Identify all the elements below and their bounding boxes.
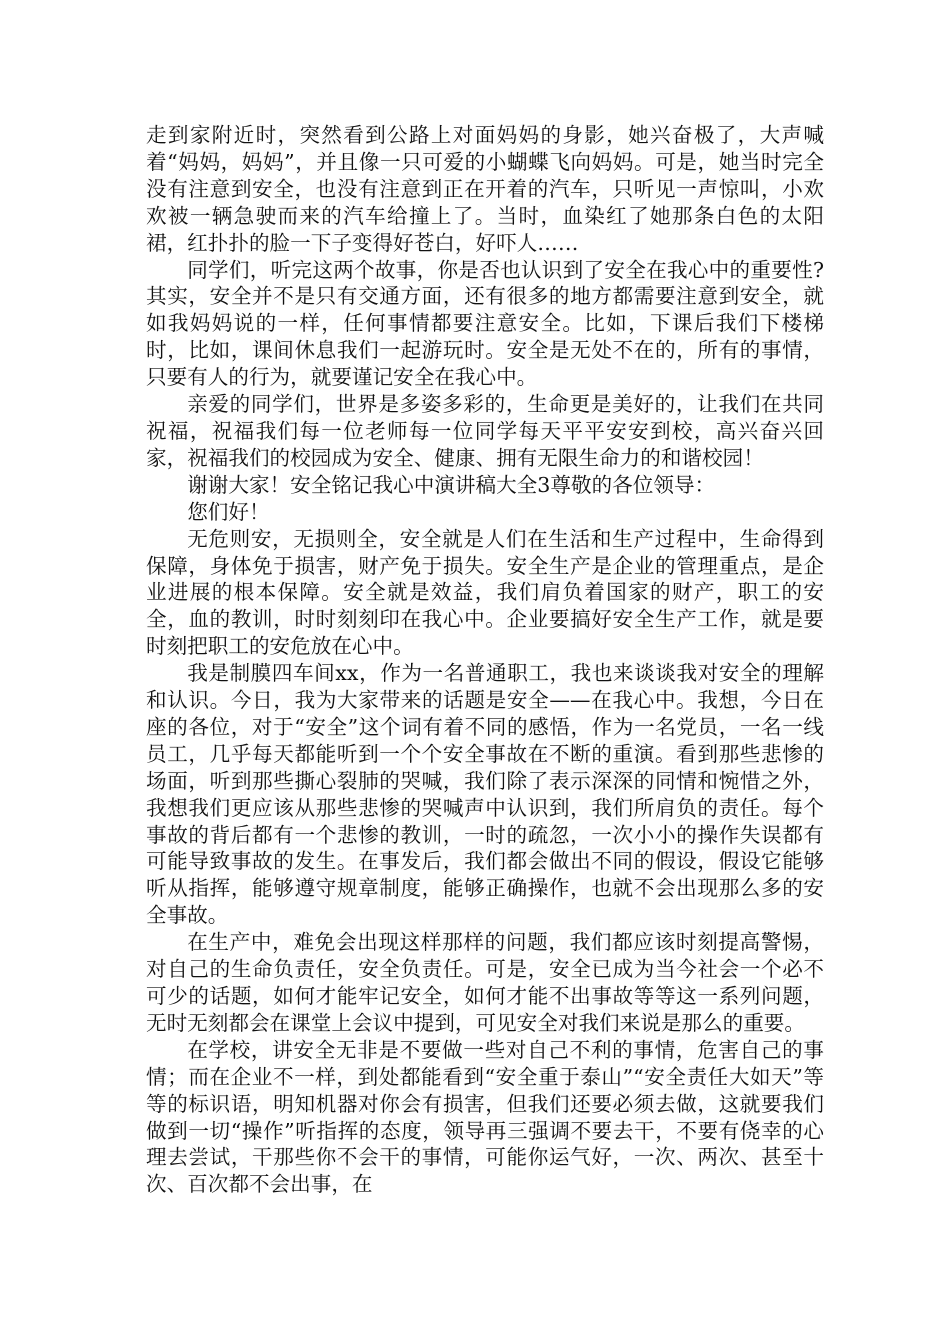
paragraph-story-end: 走到家附近时，突然看到公路上对面妈妈的身影，她兴奋极了，大声喊着“妈妈，妈妈”，并且像一只可爱的小蝴蝶飞向妈妈。可是，她当时完全没有注意到安全，也没有注意到正在开着的汽车，只听见一声惊叫，小欢欢被一辆急驶而来的汽车给撞上了。当时，血染红了她那条白色的太阳裙，红扑扑的脸一下子变得好苍白，好吓人…… xyxy=(146,123,824,255)
paragraph-production-issues: 在生产中，难免会出现这样那样的问题，我们都应该时刻提高警惕，对自己的生命负责任，安全负责任。可是，安全已成为当今社会一个必不可少的话题，如何才能牢记安全，如何才能不出事故等等这一系列问题，无时无刻都会在课堂上会议中提到，可见安全对我们来说是那么的重要。 xyxy=(146,930,824,1035)
document-page xyxy=(146,122,824,1198)
paragraph-importance: 同学们，听完这两个故事，你是否也认识到了安全在我心中的重要性?其实，安全并不是只有交通方面，还有很多的地方都需要注意到安全，就如我妈妈说的一样，任何事情都要注意安全。比如，下课后我们下楼梯时，比如，课间休息我们一起游玩时。安全是无处不在的，所有的事情，只要有人的行为，就要谨记安全在我心中。 xyxy=(146,257,824,390)
paragraph-workshop-speech: 我是制膜四车间xx，作为一名普通职工，我也来谈谈我对安全的理解和认识。今日，我为大家带来的话题是安全——在我心中。我想，今日在座的各位，对于“安全”这个词有着不同的感悟，作为一名党员，一名一线员工，几乎每天都能听到一个个安全事故在不断的重演。看到那些悲惨的场面，听到那些撕心裂肺的哭喊，我们除了表示深深的同情和惋惜之外，我想我们更应该从那些悲惨的哭喊声中认识到，我们所肩负的责任。每个事故的背后都有一个悲惨的教训，一时的疏忽，一次小小的操作失误都有可能导致事故的发生。在事发后，我们都会做出不同的假设，假设它能够听从指挥，能够遵守规章制度，能够正确操作，也就不会出现那么多的安全事故。 xyxy=(146,661,824,928)
paragraph-blessing: 亲爱的同学们，世界是多姿多彩的，生命更是美好的，让我们在共同祝福，祝福我们每一位老师每一位同学每天平平安安到校，高兴奋兴回家，祝福我们的校园成为安全、健康、拥有无限生命力的和谐校园！ xyxy=(146,392,824,470)
paragraph-thanks-title: 谢谢大家！安全铭记我心中演讲稿大全3尊敬的各位领导： xyxy=(187,472,716,497)
paragraph-school-vs-enterprise: 在学校，讲安全无非是不要做一些对自己不利的事情，危害自己的事情；而在企业不一样，到处都能看到“安全重于泰山”“安全责任大如天”等等的标识语，明知机器对你会有损害，但我们还要必须去做，这就要我们做到一切“操作”听指挥的态度，领导再三强调不要去干，不要有侥幸的心理去尝试，干那些你不会干的事情，可能你运气好，一次、两次、甚至十次、百次都不会出事，在 xyxy=(146,1037,824,1197)
paragraph-safety-definition: 无危则安，无损则全，安全就是人们在生活和生产过程中，生命得到保障，身体免于损害，财产免于损失。安全生产是企业的管理重点，是企业进展的根本保障。安全就是效益，我们肩负着国家的财产，职工的安全，血的教训，时时刻刻印在我心中。企业要搞好安全生产工作，就是要时刻把职工的安危放在心中。 xyxy=(146,526,824,659)
paragraph-greeting: 您们好！ xyxy=(187,499,270,524)
